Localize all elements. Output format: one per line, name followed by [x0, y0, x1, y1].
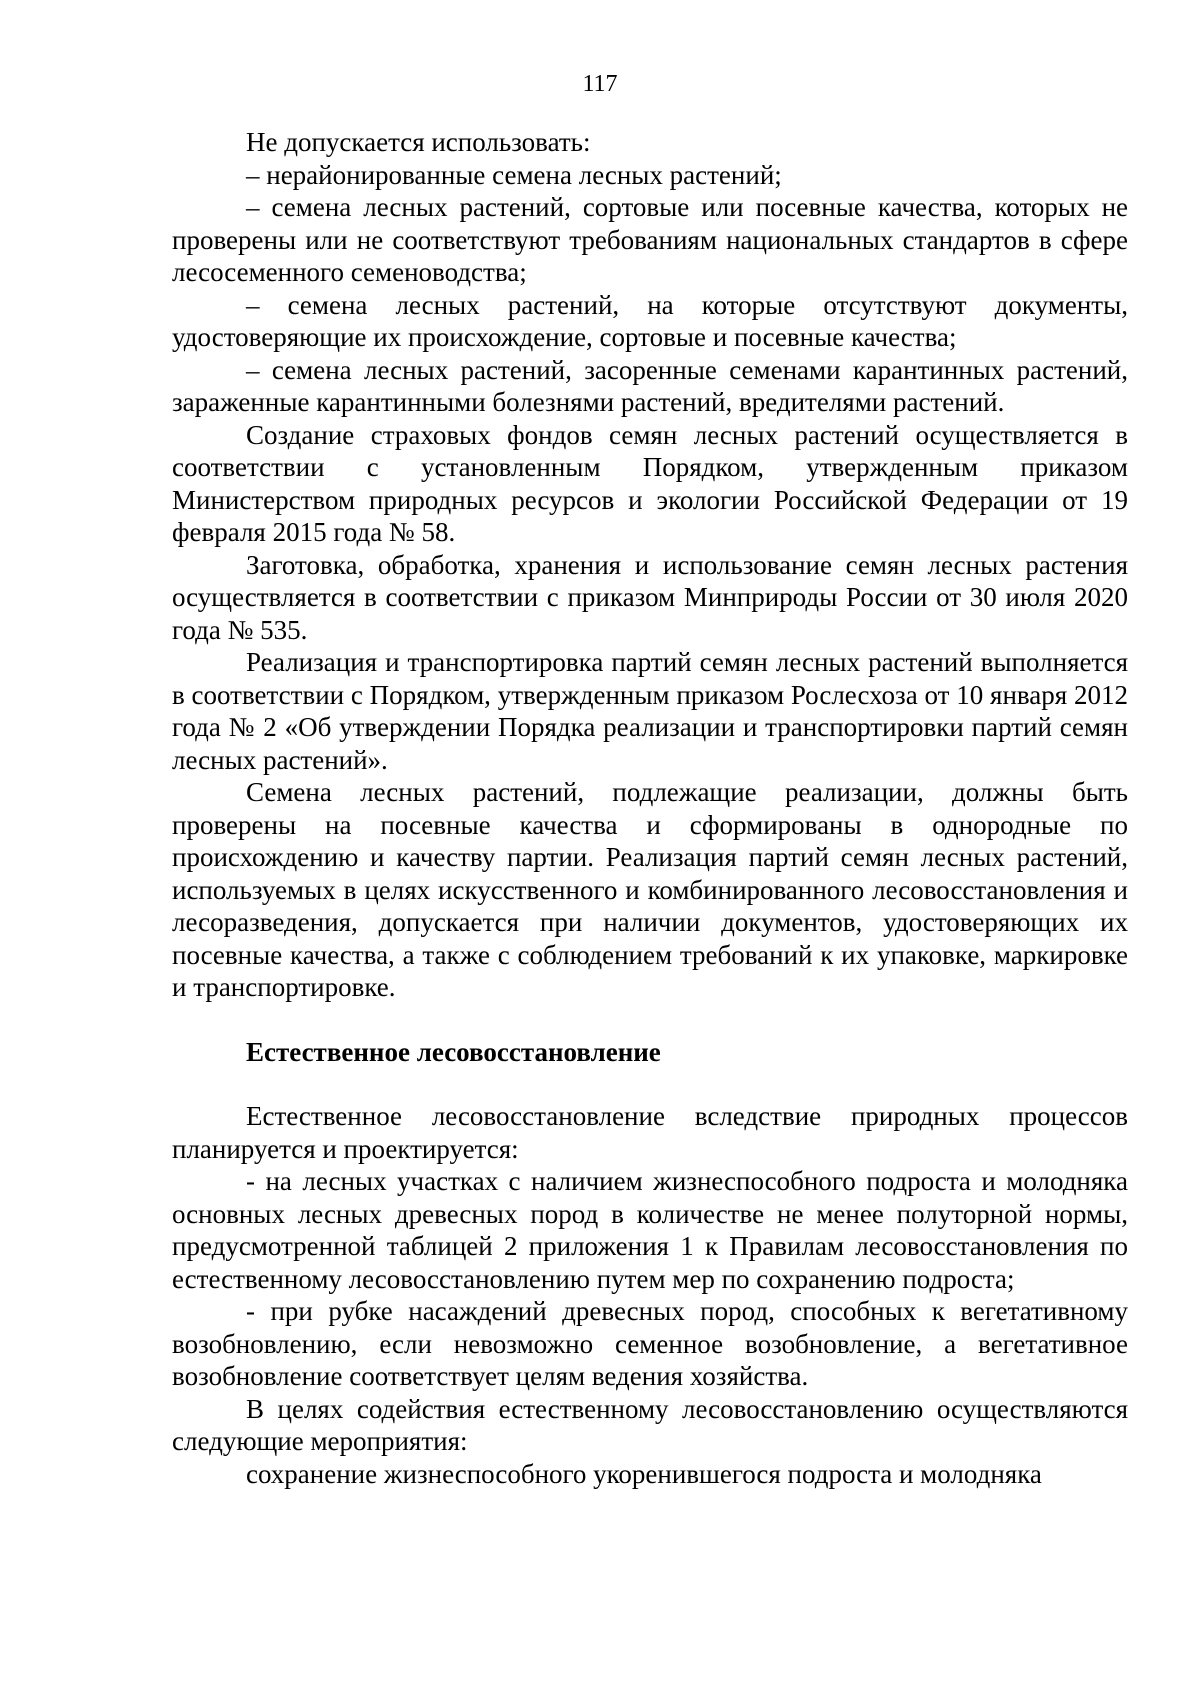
paragraph: Создание страховых фондов семян лесных растений осуществляется в соответствии с установленным Порядком, утвержденным приказом Министерством природных ресурсов и экологии Российской Федерации от 19 февраля 2015 года № 58. — [172, 419, 1128, 547]
paragraph: Естественное лесовосстановление вследствие природных процессов планируется и проектируется: — [172, 1101, 1128, 1164]
list-item: – семена лесных растений, сортовые или посевные качества, которых не проверены или не соответствуют требованиям национальных стандартов в сфере лесосеменного семеноводства; — [172, 192, 1128, 287]
document-body — [172, 126, 1128, 1490]
list-item: – семена лесных растений, засоренные семенами карантинных растений, зараженные карантинными болезнями растений, вредителями растений. — [172, 354, 1128, 417]
paragraph: В целях содействия естественному лесовосстановлению осуществляются следующие мероприятия: — [172, 1393, 1128, 1456]
paragraph: сохранение жизнеспособного укоренившегося подроста и молодняка — [246, 1458, 1042, 1489]
paragraph: Не допускается использовать: — [246, 127, 591, 157]
list-item: – семена лесных растений, на которые отсутствуют документы, удостоверяющие их происхождение, сортовые и посевные качества; — [172, 289, 1128, 352]
paragraph: Реализация и транспортировка партий семян лесных растений выполняется в соответствии с Порядком, утвержденным приказом Рослесхоза от 10 января 2012 года № 2 «Об утверждении Порядка реализации и транспортировки партий семян лесных растений». — [172, 647, 1128, 775]
paragraph: Заготовка, обработка, хранения и использование семян лесных растения осуществляется в соответствии с приказом Минприроды России от 30 июля 2020 года № 535. — [172, 549, 1128, 645]
section-heading: Естественное лесовосстановление — [246, 1036, 661, 1067]
page-number: 117 — [582, 71, 618, 97]
list-item: – нерайонированные семена лесных растений; — [246, 159, 782, 190]
list-item: - при рубке насаждений древесных пород, способных к вегетативному возобновлению, если невозможно семенное возобновление, а вегетативное возобновление соответствует целям ведения хозяйства. — [172, 1296, 1128, 1391]
list-item: - на лесных участках с наличием жизнеспособного подроста и молодняка основных лесных древесных пород в количестве не менее полуторной нормы, предусмотренной таблицей 2 приложения 1 к Правилам лесовосстановления по естественному лесовосстановлению путем мер по сохранению подроста; — [172, 1166, 1128, 1294]
paragraph: Семена лесных растений, подлежащие реализации, должны быть проверены на посевные качества и сформированы в однородные по происхождению и качеству партии. Реализация партий семян лесных растений, используемых в целях искусственного и комбинированного лесовосстановления и лесоразведения, допускается при наличии документов, удостоверяющих их посевные качества, а также с соблюдением требований к их упаковке, маркировке и транспортировке. — [172, 777, 1128, 1002]
